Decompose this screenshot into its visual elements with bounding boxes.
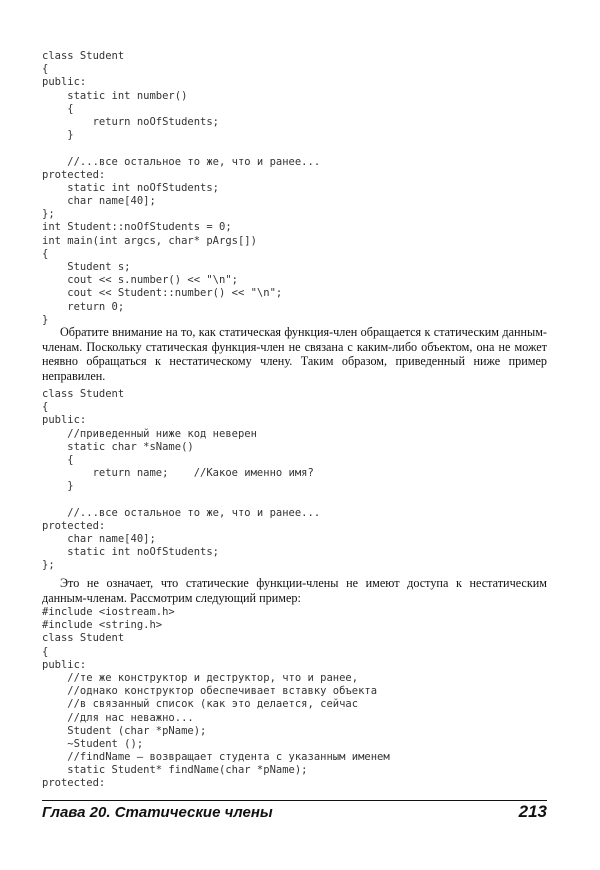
code-line: static int number() (42, 89, 188, 102)
code-line (42, 142, 320, 155)
code-line: class Student (42, 388, 125, 400)
code-line: return noOfStudents; (42, 115, 220, 128)
code-line: }; (42, 208, 55, 221)
code-line: static int noOfStudents; (42, 546, 220, 559)
paragraph-text: Обратите внимание на то, как статическая функция-член обращается к статическим данным-членам. Поскольку статическая функция-член не связана с каким-либо объектом, она не может неявно обращаться к нестатическому члену. Таким образом, приведенный ниже пример неправилен. (42, 325, 547, 383)
code-line: cout << s.number() << "\n"; (42, 274, 238, 287)
code-line: //для нас неважно... (42, 711, 194, 724)
page-number: 213 (518, 802, 547, 821)
code-line: }; (42, 559, 55, 572)
code-line: //...все остальное то же, что и ранее... (42, 506, 321, 519)
code-listing-2 (42, 388, 320, 573)
code-line: int Student::noOfStudents = 0; (42, 221, 232, 234)
code-line: //в связанный список (как это делается, сейчас (42, 698, 359, 711)
code-line: ~Student (); (42, 737, 144, 750)
body-paragraph-1 (42, 325, 547, 383)
code-line: } (42, 313, 49, 326)
code-line: //findName — возвращает студента с указанным именем (42, 751, 390, 764)
code-line: protected: (42, 168, 106, 181)
paragraph-text: Это не означает, что статические функции-члены не имеют доступа к нестатическим данным-членам. Рассмотрим следующий пример: (42, 576, 547, 605)
code-line: char name[40]; (42, 195, 156, 208)
code-line: Student s; (42, 261, 131, 273)
code-listing-1 (42, 50, 320, 327)
code-line: static char *sName() (42, 440, 194, 453)
footer-rule (42, 800, 547, 801)
code-line: } (42, 480, 74, 493)
code-line: public: (42, 414, 87, 427)
code-line: #include <iostream.h> (42, 606, 175, 618)
code-line: cout << Student::number() << "\n"; (42, 287, 283, 300)
code-line: static int noOfStudents; (42, 181, 220, 194)
code-line: } (42, 129, 74, 142)
code-line: char name[40]; (42, 533, 156, 546)
code-line: class Student (42, 50, 125, 62)
code-line: class Student (42, 632, 125, 645)
code-line: //приведенный ниже код неверен (42, 427, 257, 440)
code-line: public: (42, 658, 87, 671)
code-line: { (42, 63, 49, 76)
code-line: { (42, 247, 49, 260)
code-line: { (42, 645, 49, 658)
code-line: return 0; (42, 300, 125, 313)
code-line: Student (char *pName); (42, 724, 207, 737)
code-line: static Student* findName(char *pName); (42, 764, 308, 777)
code-line: return name; //Какое именно имя? (42, 467, 314, 480)
code-line: #include <string.h> (42, 619, 163, 632)
code-line: public: (42, 76, 87, 89)
code-line: //...все остальное то же, что и ранее... (42, 155, 321, 168)
code-line: int main(int argcs, char* pArgs[]) (42, 234, 257, 247)
code-line: { (42, 453, 74, 466)
code-line (42, 494, 320, 507)
body-paragraph-2 (42, 576, 547, 605)
code-line: protected: (42, 519, 106, 532)
code-line: { (42, 401, 49, 414)
code-line: //однако конструктор обеспечивает вставку объекта (42, 685, 378, 698)
code-listing-3 (42, 606, 390, 791)
code-line: { (42, 102, 74, 115)
code-line: //те же конструктор и деструктор, что и ранее, (42, 671, 359, 684)
chapter-title: Глава 20. Статические члены (42, 804, 273, 821)
code-line: protected: (42, 777, 106, 790)
